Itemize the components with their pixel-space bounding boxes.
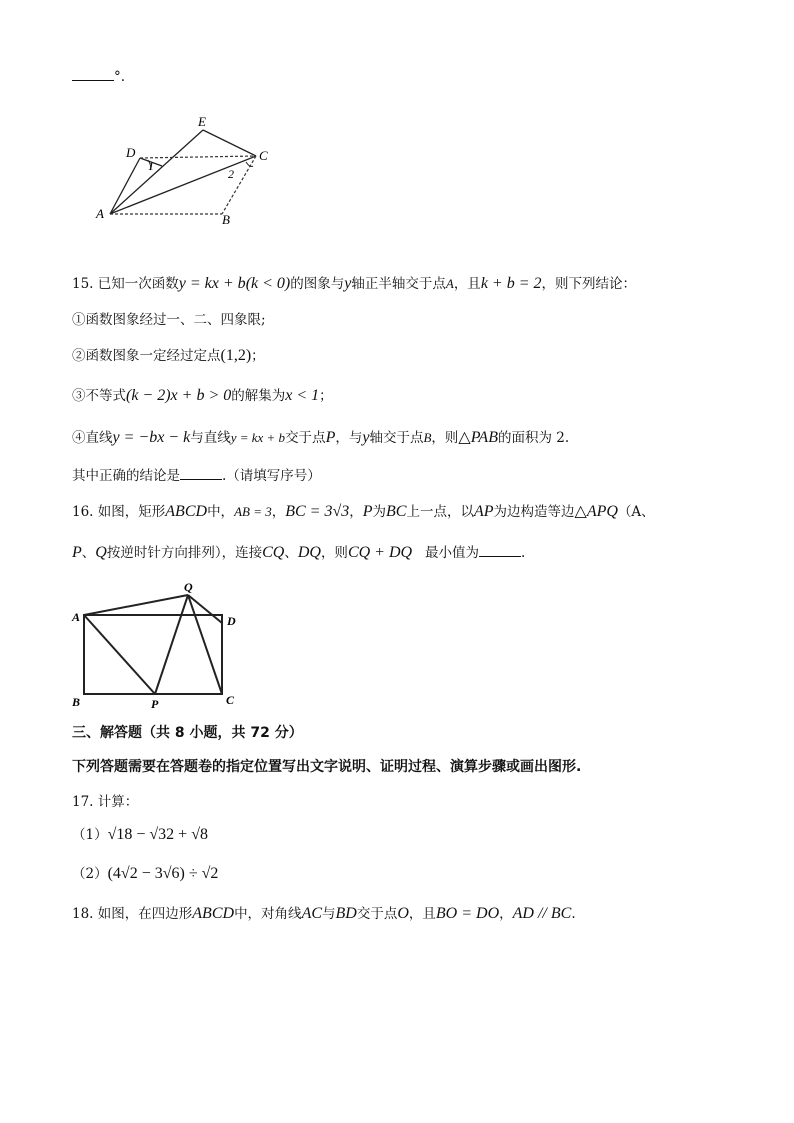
q15-s3-text: ③不等式 (72, 388, 126, 404)
q15-line-1: y = −bx − k (112, 429, 191, 446)
segment-QP (155, 595, 188, 694)
q15-y: y (344, 275, 352, 292)
q15-s4-text: 的面积为 2. (497, 430, 570, 446)
q16-text: 按逆时针方向排列），连接 (106, 545, 263, 561)
answer-blank (72, 66, 114, 81)
q16-ab: AB = 3 (234, 504, 272, 519)
q17-part2-expr: (4√2 − 3√6) ÷ √2 (107, 865, 219, 882)
q15-statement-1: ①函数图象经过一、二、四象限; (72, 312, 266, 328)
q17-part-2 (72, 862, 218, 883)
segment-AD (110, 158, 140, 214)
q15-fixed-point: (1,2) (220, 347, 252, 364)
section-title: 三、解答题（共 8 小题，共 72 分） (72, 725, 303, 741)
q15-ask-text: .（请填写序号） (222, 468, 321, 484)
q15-sum: k + b = 2 (480, 275, 542, 292)
q16-bc: BC = 3√3 (285, 503, 350, 520)
label-C: C (226, 693, 235, 707)
q15-s4-text: 与直线 (190, 430, 231, 446)
q15-function: y = kx + b (178, 275, 246, 292)
label-Q: Q (184, 580, 193, 594)
q15-text: ，则下列结论： (541, 276, 637, 292)
q17-number: 17. (72, 794, 94, 810)
q15-text: 已知一次函数 (97, 276, 179, 292)
q15-text: 轴正半轴交于点 (351, 276, 446, 292)
q16-text: 为 (372, 504, 387, 520)
q15-point-P: P (325, 429, 336, 446)
q17-part-1 (72, 823, 208, 844)
q15-solution: x < 1 (285, 387, 320, 404)
q16-text: ， (349, 504, 363, 520)
q18-eq: BO = DO (435, 905, 500, 922)
q18-text: . (571, 906, 576, 922)
q16-triangle: △APQ (574, 503, 618, 520)
q16-text: ，则 (320, 545, 348, 561)
segment-AQ (84, 595, 188, 615)
q16-dq: DQ (297, 544, 321, 561)
q18-text: 交于点 (356, 906, 398, 922)
q18-text: 如图，在四边形 (97, 906, 193, 922)
answer-blank-line (72, 66, 125, 85)
segment-DC (140, 156, 256, 158)
label-B: B (222, 212, 230, 227)
q17-part1-expr: √18 − √32 + √8 (107, 826, 208, 843)
q15-stem (72, 272, 636, 293)
q15-statement-3 (72, 384, 333, 405)
label-angle-1: 1 (148, 159, 154, 173)
label-P: P (151, 697, 159, 711)
q15-number: 15. (72, 276, 94, 292)
q15-s3-text: 的解集为 (231, 388, 286, 404)
q15-s4-text: 交于点 (285, 430, 326, 446)
q18-number: 18. (72, 906, 94, 922)
q18-o: O (397, 905, 409, 922)
q16-text: 最小值为 (424, 545, 479, 561)
label-D: D (227, 614, 236, 628)
q17-part1-label: （1） (72, 827, 108, 843)
q16-rect: ABCD (165, 503, 208, 520)
q18-parallel: AD // BC (512, 905, 572, 922)
q15-s2-end: ； (251, 348, 265, 364)
q15-condition: (k < 0) (245, 275, 291, 292)
q15-ask (72, 464, 321, 484)
q18-text: ，且 (408, 906, 436, 922)
q16-text: 如图，矩形 (97, 504, 166, 520)
q16-text: 、 (81, 545, 96, 561)
rectangle-ABCD (84, 615, 222, 694)
label-E: E (198, 114, 206, 129)
q15-statement-4 (72, 426, 569, 447)
q17-part2-label: （2） (72, 866, 108, 882)
q15-inequality: (k − 2)x + b > 0 (126, 387, 232, 404)
label-A: A (96, 206, 104, 221)
q16-stem-2 (72, 541, 525, 562)
q16-sum: CQ + DQ (347, 544, 413, 561)
q18-bd: BD (335, 905, 357, 922)
q16-text: 上一点，以 (406, 504, 474, 520)
label-B: B (72, 695, 81, 709)
q18-ac: AC (301, 905, 323, 922)
q15-s4-text: ，则 (431, 430, 459, 446)
q15-s4-text: ，与 (335, 430, 363, 446)
label-A: A (72, 610, 81, 624)
segment-CB (222, 156, 256, 214)
q15-triangle: △PAB (458, 429, 498, 446)
label-angle-2: 2 (228, 167, 234, 181)
q15-point-B: B (423, 430, 432, 445)
answer-blank (180, 465, 222, 480)
section-note: 下列答题需要在答题卷的指定位置写出文字说明、证明过程、演算步骤或画出图形. (72, 759, 582, 775)
q15-text: 的图象与 (290, 276, 345, 292)
q15-s2-text: ②函数图象一定经过定点 (72, 348, 221, 364)
q18-text: ， (499, 906, 513, 922)
q16-stem-1 (72, 500, 655, 521)
q17-label: 计算： (97, 794, 139, 810)
figure-parallelogram (90, 110, 290, 230)
q15-text: ，且 (453, 276, 481, 292)
q16-l2-q: Q (95, 544, 107, 561)
q16-text: 中， (207, 504, 235, 520)
q16-number: 16. (72, 504, 94, 520)
q15-s4-text: 轴交于点 (369, 430, 424, 446)
q15-point-A: A (445, 276, 454, 291)
q15-s4-text: ④直线 (72, 430, 113, 446)
q18-stem (72, 902, 576, 923)
q16-p: P (362, 503, 373, 520)
q16-text: 、 (284, 545, 298, 561)
q16-ap: AP (473, 503, 494, 520)
q15-s3-end: ； (319, 388, 333, 404)
q16-bc2: BC (386, 503, 407, 520)
q16-l2-p: P (72, 544, 82, 561)
segment-AE (110, 130, 203, 214)
segment-AP (84, 615, 155, 694)
q16-text: （A、 (617, 504, 655, 520)
q16-text: 为边构造等边 (493, 504, 575, 520)
segment-AC (110, 156, 256, 214)
q15-ask-text: 其中正确的结论是 (72, 468, 180, 484)
label-C: C (259, 148, 268, 163)
figure-rectangle (68, 578, 248, 713)
q15-y-axis: y (362, 429, 370, 446)
answer-blank (479, 542, 521, 557)
q18-text: 与 (322, 906, 336, 922)
label-D: D (126, 145, 136, 160)
q18-quad: ABCD (192, 905, 235, 922)
q16-cq: CQ (262, 544, 285, 561)
q18-text: 中，对角线 (234, 906, 302, 922)
degree-fragment: °. (114, 69, 126, 85)
q16-text: . (520, 545, 526, 561)
q16-text: ， (271, 504, 286, 520)
q15-line-2: y = kx + b (230, 430, 286, 445)
q17-stem (72, 790, 138, 810)
segment-EC (203, 130, 256, 156)
q15-statement-2 (72, 344, 265, 365)
